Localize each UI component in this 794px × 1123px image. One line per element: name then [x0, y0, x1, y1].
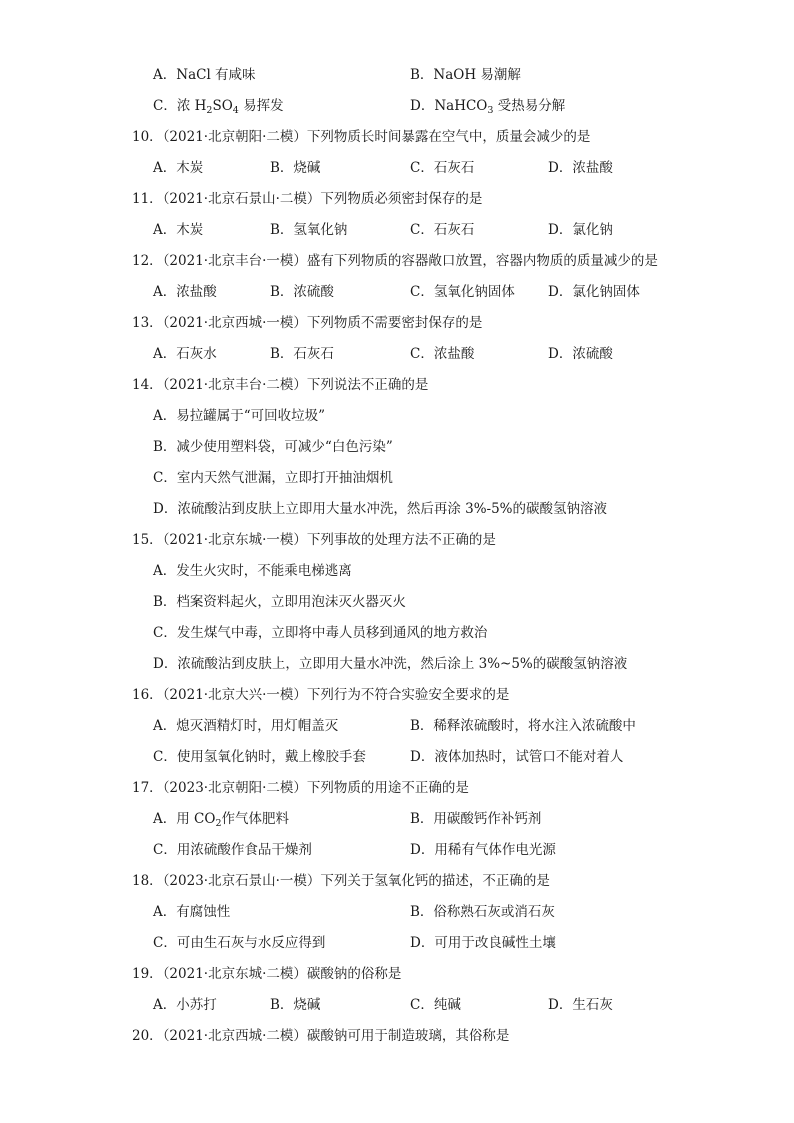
option-letter: A． [153, 67, 177, 83]
option-text: 浓盐酸 [433, 346, 475, 362]
answer-option [153, 897, 230, 928]
question-line [0, 866, 794, 897]
question-source: （2023·北京石景山·一模） [162, 873, 321, 889]
option-text: 液体加热时，试管口不能对着人 [434, 749, 624, 765]
answer-option [153, 711, 338, 742]
option-text: 室内天然气泄漏，立即打开抽油烟机 [176, 470, 393, 486]
answer-option [153, 60, 256, 91]
options-line [0, 835, 794, 866]
option-text: 发生火灾时，不能乘电梯逃离 [176, 563, 352, 579]
question-number: 13． [132, 315, 163, 331]
option-text: 浓硫酸 [572, 346, 613, 362]
answer-option [410, 742, 623, 773]
answer-option [270, 215, 347, 246]
question-line [0, 370, 794, 401]
options-line [0, 463, 794, 494]
question-number: 10． [132, 129, 163, 145]
answer-option [270, 990, 320, 1021]
answer-option [548, 277, 640, 308]
answer-option [153, 990, 217, 1021]
option-letter: C． [153, 625, 177, 641]
options-line [0, 60, 794, 91]
option-letter: C． [410, 997, 434, 1013]
option-letter: A． [153, 160, 177, 176]
option-letter: A． [153, 997, 177, 1013]
option-letter: C． [153, 749, 177, 765]
option-text: 用稀有气体作电光源 [434, 842, 556, 858]
subscript: 2 [206, 105, 213, 116]
options-line [0, 432, 794, 463]
option-text: 浓盐酸 [176, 284, 217, 300]
option-text: 浓硫酸沾到皮肤上，立即用大量水冲洗，然后涂上 3%~5%的碳酸氢钠溶液 [177, 656, 628, 672]
answer-option [548, 990, 613, 1021]
question-source: （2021·北京西城·一模） [162, 315, 307, 331]
options-line [0, 277, 794, 308]
question-number: 16． [132, 687, 163, 703]
answer-option [153, 494, 607, 525]
option-letter: D． [548, 284, 573, 300]
option-text: 俗称熟石灰或消石灰 [433, 904, 555, 920]
option-text: 用碳酸钙作补钙剂 [433, 811, 542, 827]
option-letter: C． [153, 842, 177, 858]
answer-option [410, 60, 521, 91]
option-text: 浓硫酸 [293, 284, 334, 300]
option-text: 有腐蚀性 [176, 904, 231, 920]
option-text: 石灰水 [176, 346, 217, 362]
option-text: 烧碱 [293, 997, 321, 1013]
question-number: 20． [132, 1028, 163, 1044]
answer-option [270, 339, 334, 370]
option-text: 受热易分解 [493, 98, 566, 114]
question-source: （2021·北京朝阳·二模） [162, 129, 307, 145]
question-text: 下列行为不符合实验安全要求的是 [306, 687, 510, 703]
options-line [0, 711, 794, 742]
question-stem [132, 773, 469, 804]
options-line [0, 215, 794, 246]
subscript: 4 [232, 105, 239, 116]
option-text: 石灰石 [433, 222, 475, 238]
options-line [0, 587, 794, 618]
option-text: NaHCO [434, 98, 488, 114]
options-line [0, 618, 794, 649]
option-letter: C． [410, 222, 434, 238]
option-text: 纯碱 [433, 997, 461, 1013]
option-letter: B． [410, 811, 434, 827]
question-number: 15． [132, 532, 163, 548]
options-line [0, 556, 794, 587]
answer-option [153, 432, 393, 463]
option-letter: B． [270, 160, 294, 176]
option-letter: B． [153, 439, 177, 455]
answer-option [270, 153, 320, 184]
option-letter: A． [153, 284, 177, 300]
answer-option [548, 153, 613, 184]
question-text: 下列物质的用途不正确的是 [306, 780, 469, 796]
option-letter: D． [410, 842, 435, 858]
answer-option [153, 91, 284, 122]
option-text: 可用于改良碱性土壤 [434, 935, 556, 951]
answer-option [153, 649, 627, 680]
option-text: 浓盐酸 [572, 160, 613, 176]
answer-option [410, 711, 636, 742]
question-line [0, 680, 794, 711]
option-letter: D． [410, 98, 435, 114]
option-text: 可由生石灰与水反应得到 [176, 935, 326, 951]
question-source: （2023·北京朝阳·二模） [162, 780, 307, 796]
answer-option [153, 215, 203, 246]
option-letter: C． [410, 346, 434, 362]
options-line [0, 153, 794, 184]
question-source: （2021·北京东城·一模） [162, 532, 307, 548]
option-text: 烧碱 [293, 160, 321, 176]
option-text: 氯化钠固体 [572, 284, 640, 300]
option-text: 石灰石 [433, 160, 475, 176]
answer-option [153, 277, 217, 308]
option-letter: B． [153, 594, 177, 610]
answer-option [410, 277, 515, 308]
option-letter: B． [270, 346, 294, 362]
question-stem [132, 246, 658, 277]
option-text: 浓硫酸沾到皮肤上立即用大量水冲洗，然后再涂 3%-5%的碳酸氢钠溶液 [177, 501, 608, 517]
options-line [0, 897, 794, 928]
option-text: 小苏打 [176, 997, 217, 1013]
option-text: 档案资料起火，立即用泡沫灭火器灭火 [176, 594, 406, 610]
question-text: 碳酸钠可用于制造玻璃，其俗称是 [306, 1028, 510, 1044]
option-text: 石灰石 [293, 346, 334, 362]
question-text: 下列关于氢氧化钙的描述，不正确的是 [320, 873, 550, 889]
option-letter: D． [548, 997, 573, 1013]
question-line [0, 246, 794, 277]
option-text: 木炭 [176, 222, 204, 238]
option-text: 生石灰 [572, 997, 613, 1013]
option-letter: A． [153, 563, 177, 579]
answer-option [153, 339, 217, 370]
option-text: NaOH 易潮解 [433, 67, 521, 83]
question-stem [132, 184, 482, 215]
question-number: 14． [132, 377, 163, 393]
question-text: 碳酸钠的俗称是 [306, 966, 402, 982]
question-text: 下列物质不需要密封保存的是 [306, 315, 483, 331]
question-line [0, 308, 794, 339]
question-line [0, 1021, 794, 1052]
question-text: 下列物质必须密封保存的是 [320, 191, 483, 207]
option-letter: A． [153, 408, 177, 424]
option-letter: D． [410, 935, 435, 951]
option-text: 作气体肥料 [221, 811, 289, 827]
option-letter: D． [153, 501, 178, 517]
question-number: 11． [132, 191, 163, 207]
answer-option [410, 897, 555, 928]
question-source: （2021·北京大兴·一模） [162, 687, 307, 703]
question-number: 19． [132, 966, 163, 982]
answer-option [410, 339, 474, 370]
answer-option [153, 587, 406, 618]
option-text: 氯化钠 [572, 222, 613, 238]
answer-option [270, 277, 334, 308]
option-letter: D． [548, 222, 573, 238]
answer-option [153, 153, 203, 184]
option-letter: D． [410, 749, 435, 765]
options-line [0, 91, 794, 122]
answer-option [153, 556, 352, 587]
answer-option [410, 990, 461, 1021]
question-number: 18． [132, 873, 163, 889]
option-text: 减少使用塑料袋，可减少“白色污染” [176, 439, 393, 455]
option-letter: B． [410, 718, 434, 734]
option-letter: A． [153, 811, 177, 827]
question-source: （2021·北京石景山·二模） [162, 191, 321, 207]
option-letter: C． [153, 470, 177, 486]
subscript: 2 [215, 818, 222, 829]
question-line [0, 184, 794, 215]
question-stem [132, 680, 509, 711]
option-text: 氢氧化钠固体 [433, 284, 515, 300]
option-letter: D． [548, 160, 573, 176]
question-stem [132, 525, 496, 556]
answer-option [548, 339, 613, 370]
answer-option [153, 742, 366, 773]
option-letter: A． [153, 718, 177, 734]
option-letter: C． [410, 284, 434, 300]
option-letter: B． [270, 997, 294, 1013]
options-line [0, 990, 794, 1021]
option-letter: A． [153, 222, 177, 238]
question-number: 17． [132, 780, 163, 796]
question-stem [132, 959, 401, 990]
option-text: SO [212, 98, 233, 114]
answer-option [153, 804, 289, 835]
subscript: 3 [487, 105, 494, 116]
option-text: 熄灭酒精灯时，用灯帽盖灭 [176, 718, 339, 734]
answer-option [153, 618, 487, 649]
answer-option [153, 401, 325, 432]
question-stem [132, 866, 550, 897]
question-stem [132, 308, 482, 339]
option-text: 用浓硫酸作食品干燥剂 [176, 842, 312, 858]
option-text: 氢氧化钠 [293, 222, 348, 238]
answer-option [548, 215, 613, 246]
question-line [0, 959, 794, 990]
option-letter: C． [153, 935, 177, 951]
options-line [0, 804, 794, 835]
question-source: （2021·北京西城·二模） [162, 1028, 307, 1044]
answer-option [410, 835, 556, 866]
answer-option [410, 91, 565, 122]
option-letter: B． [270, 222, 294, 238]
answer-option [153, 463, 393, 494]
option-letter: B． [410, 67, 434, 83]
question-line [0, 122, 794, 153]
option-letter: C． [410, 160, 434, 176]
option-letter: D． [153, 656, 178, 672]
options-line [0, 928, 794, 959]
question-stem [132, 122, 590, 153]
question-stem [132, 370, 428, 401]
option-text: 稀释浓硫酸时，将水注入浓硫酸中 [433, 718, 636, 734]
option-letter: B． [410, 904, 434, 920]
answer-option [153, 928, 325, 959]
options-line [0, 339, 794, 370]
question-text: 下列说法不正确的是 [306, 377, 429, 393]
answer-option [410, 928, 556, 959]
question-line [0, 525, 794, 556]
question-text: 盛有下列物质的容器敞口放置，容器内物质的质量减少的是 [306, 253, 658, 269]
option-letter: D． [548, 346, 573, 362]
option-letter: B． [270, 284, 294, 300]
options-line [0, 649, 794, 680]
option-text: 发生煤气中毒，立即将中毒人员移到通风的地方救治 [176, 625, 488, 641]
options-line [0, 494, 794, 525]
option-text: 用 CO [176, 811, 216, 827]
option-letter: A． [153, 904, 177, 920]
question-source: （2021·北京丰台·二模） [162, 377, 307, 393]
answer-option [410, 153, 474, 184]
question-source: （2021·北京东城·二模） [162, 966, 307, 982]
answer-option [153, 835, 312, 866]
option-text: NaCl 有咸味 [176, 67, 256, 83]
question-text: 下列事故的处理方法不正确的是 [306, 532, 496, 548]
options-line [0, 401, 794, 432]
answer-option [410, 215, 474, 246]
question-line [0, 773, 794, 804]
option-text: 易拉罐属于“可回收垃圾” [176, 408, 326, 424]
question-stem [132, 1021, 509, 1052]
option-text: 浓 H [176, 98, 207, 114]
question-number: 12． [132, 253, 163, 269]
question-text: 下列物质长时间暴露在空气中，质量会减少的是 [306, 129, 591, 145]
options-line [0, 742, 794, 773]
question-source: （2021·北京丰台·一模） [162, 253, 307, 269]
option-letter: A． [153, 346, 177, 362]
answer-option [410, 804, 541, 835]
option-text: 易挥发 [238, 98, 284, 114]
option-text: 使用氢氧化钠时，戴上橡胶手套 [176, 749, 366, 765]
option-text: 木炭 [176, 160, 204, 176]
option-letter: C． [153, 98, 177, 114]
